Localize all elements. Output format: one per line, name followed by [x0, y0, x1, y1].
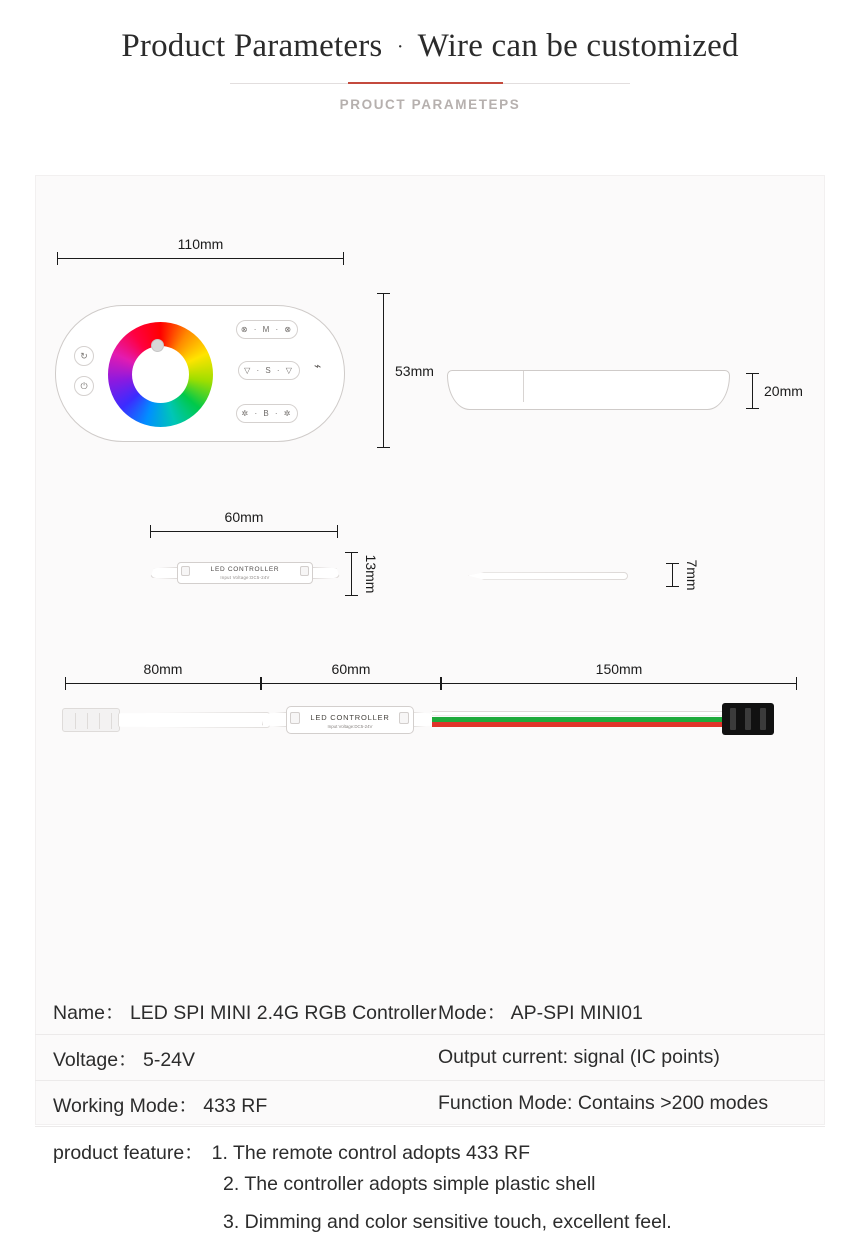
- color-wheel-icon: [108, 322, 213, 427]
- product-feature-item-1: 1. The remote control adopts 433 RF: [211, 1142, 530, 1164]
- controller-length-dimension: 60mm: [150, 531, 338, 532]
- controller-assembly-voltage-label: Input Voltage:DC5-24V: [327, 724, 373, 729]
- controller-assembly-button-right: [399, 712, 409, 724]
- spec-voltage-label: Voltage：: [53, 1048, 138, 1071]
- table-row: [35, 1034, 825, 1080]
- wire-side-view: [468, 572, 628, 580]
- ribbon-wire-white: [432, 711, 724, 716]
- remote-width-dimension: 110mm: [57, 258, 344, 259]
- assembly-segment-2-dimension: 60mm: [261, 683, 441, 684]
- brightness-keys-bottom: ✲ · B · ✲: [236, 404, 298, 423]
- color-wheel-indicator-dot: [151, 339, 164, 352]
- spec-working-mode-cell: [53, 1090, 438, 1118]
- spec-voltage-cell: [53, 1044, 438, 1072]
- page-title: [0, 28, 860, 65]
- controller-assembly: [262, 698, 437, 742]
- reset-button: ↻: [74, 346, 94, 366]
- product-feature-item-3: 3. Dimming and color sensitive touch, excellent feel.: [223, 1211, 672, 1234]
- controller-button-right: [300, 566, 309, 576]
- product-feature-label: product feature：: [53, 1142, 204, 1164]
- input-wire: [118, 712, 270, 728]
- spec-name-cell: [53, 997, 438, 1025]
- output-connector: [722, 703, 774, 735]
- table-row: [35, 1080, 825, 1126]
- product-feature-block: [35, 1126, 825, 1241]
- side-view-seam: [523, 371, 524, 402]
- assembly-segment-3-dimension: 150mm: [441, 683, 797, 684]
- spec-function-mode-label: Function Mode:: [438, 1092, 573, 1114]
- spec-mode-value: AP-SPI MINI01: [510, 1002, 643, 1024]
- speed-keys-middle: ▽ · S · ▽: [238, 361, 300, 380]
- remote-thickness-dimension: 20mm: [752, 373, 753, 409]
- mode-keys-top: ⊗ · M · ⊗: [236, 320, 298, 339]
- controller-assembly-wire-left: [262, 712, 288, 727]
- controller-wire-right: [312, 567, 340, 579]
- page-subtitle: PROUCT PARAMETEPS: [339, 97, 521, 112]
- specs-table: [35, 988, 825, 1241]
- spec-name-label: Name：: [53, 1002, 125, 1024]
- spec-output-current-label: Output current:: [438, 1046, 569, 1068]
- full-assembly-view: [0, 690, 790, 760]
- spec-function-mode-value: Contains >200 modes: [577, 1092, 769, 1114]
- controller-wire-left: [150, 567, 178, 579]
- controller-voltage-label: Input Voltage:DC5-24V: [220, 575, 270, 580]
- antenna-icon: ⌁: [314, 359, 322, 373]
- table-row: [35, 988, 825, 1034]
- title-divider: [230, 83, 630, 84]
- page-title-left: Product Parameters: [121, 28, 383, 64]
- page-header: [0, 0, 860, 112]
- controller-assembly-button-left: [290, 712, 300, 724]
- controller-button-left: [181, 566, 190, 576]
- remote-control-front-view: [55, 305, 345, 442]
- input-connector: [62, 708, 120, 732]
- ribbon-wire-green: [432, 717, 724, 722]
- spec-working-mode-label: Working Mode：: [53, 1094, 198, 1117]
- page-title-right: Wire can be customized: [417, 28, 739, 64]
- spec-mode-cell: [438, 997, 807, 1025]
- spec-function-mode-cell: [438, 1092, 807, 1115]
- product-feature-item-2: 2. The controller adopts simple plastic shell: [223, 1173, 596, 1195]
- remote-height-dimension: 53mm: [383, 293, 384, 448]
- controller-thickness-dimension: 13mm: [351, 552, 352, 596]
- spec-output-current-value: signal (IC points): [573, 1046, 720, 1068]
- output-ribbon-cable: [432, 711, 724, 727]
- controller-assembly-brand-label: LED CONTROLLER: [310, 713, 390, 722]
- ribbon-wire-red: [432, 722, 724, 727]
- remote-control-side-view: [447, 370, 730, 410]
- power-button: ⏻: [74, 376, 94, 396]
- controller-top-view: [150, 558, 340, 588]
- spec-voltage-value: 5-24V: [142, 1048, 196, 1071]
- title-bullet-separator: ·: [396, 36, 404, 58]
- spec-working-mode-value: 433 RF: [203, 1094, 268, 1117]
- wire-thickness-dimension: 7mm: [672, 563, 673, 587]
- controller-brand-label: LED CONTROLLER: [210, 566, 280, 573]
- spec-output-current-cell: [438, 1046, 807, 1069]
- assembly-segment-1-dimension: 80mm: [65, 683, 261, 684]
- spec-mode-label: Mode：: [438, 1002, 507, 1024]
- spec-name-value: LED SPI MINI 2.4G RGB Controller: [129, 1002, 437, 1024]
